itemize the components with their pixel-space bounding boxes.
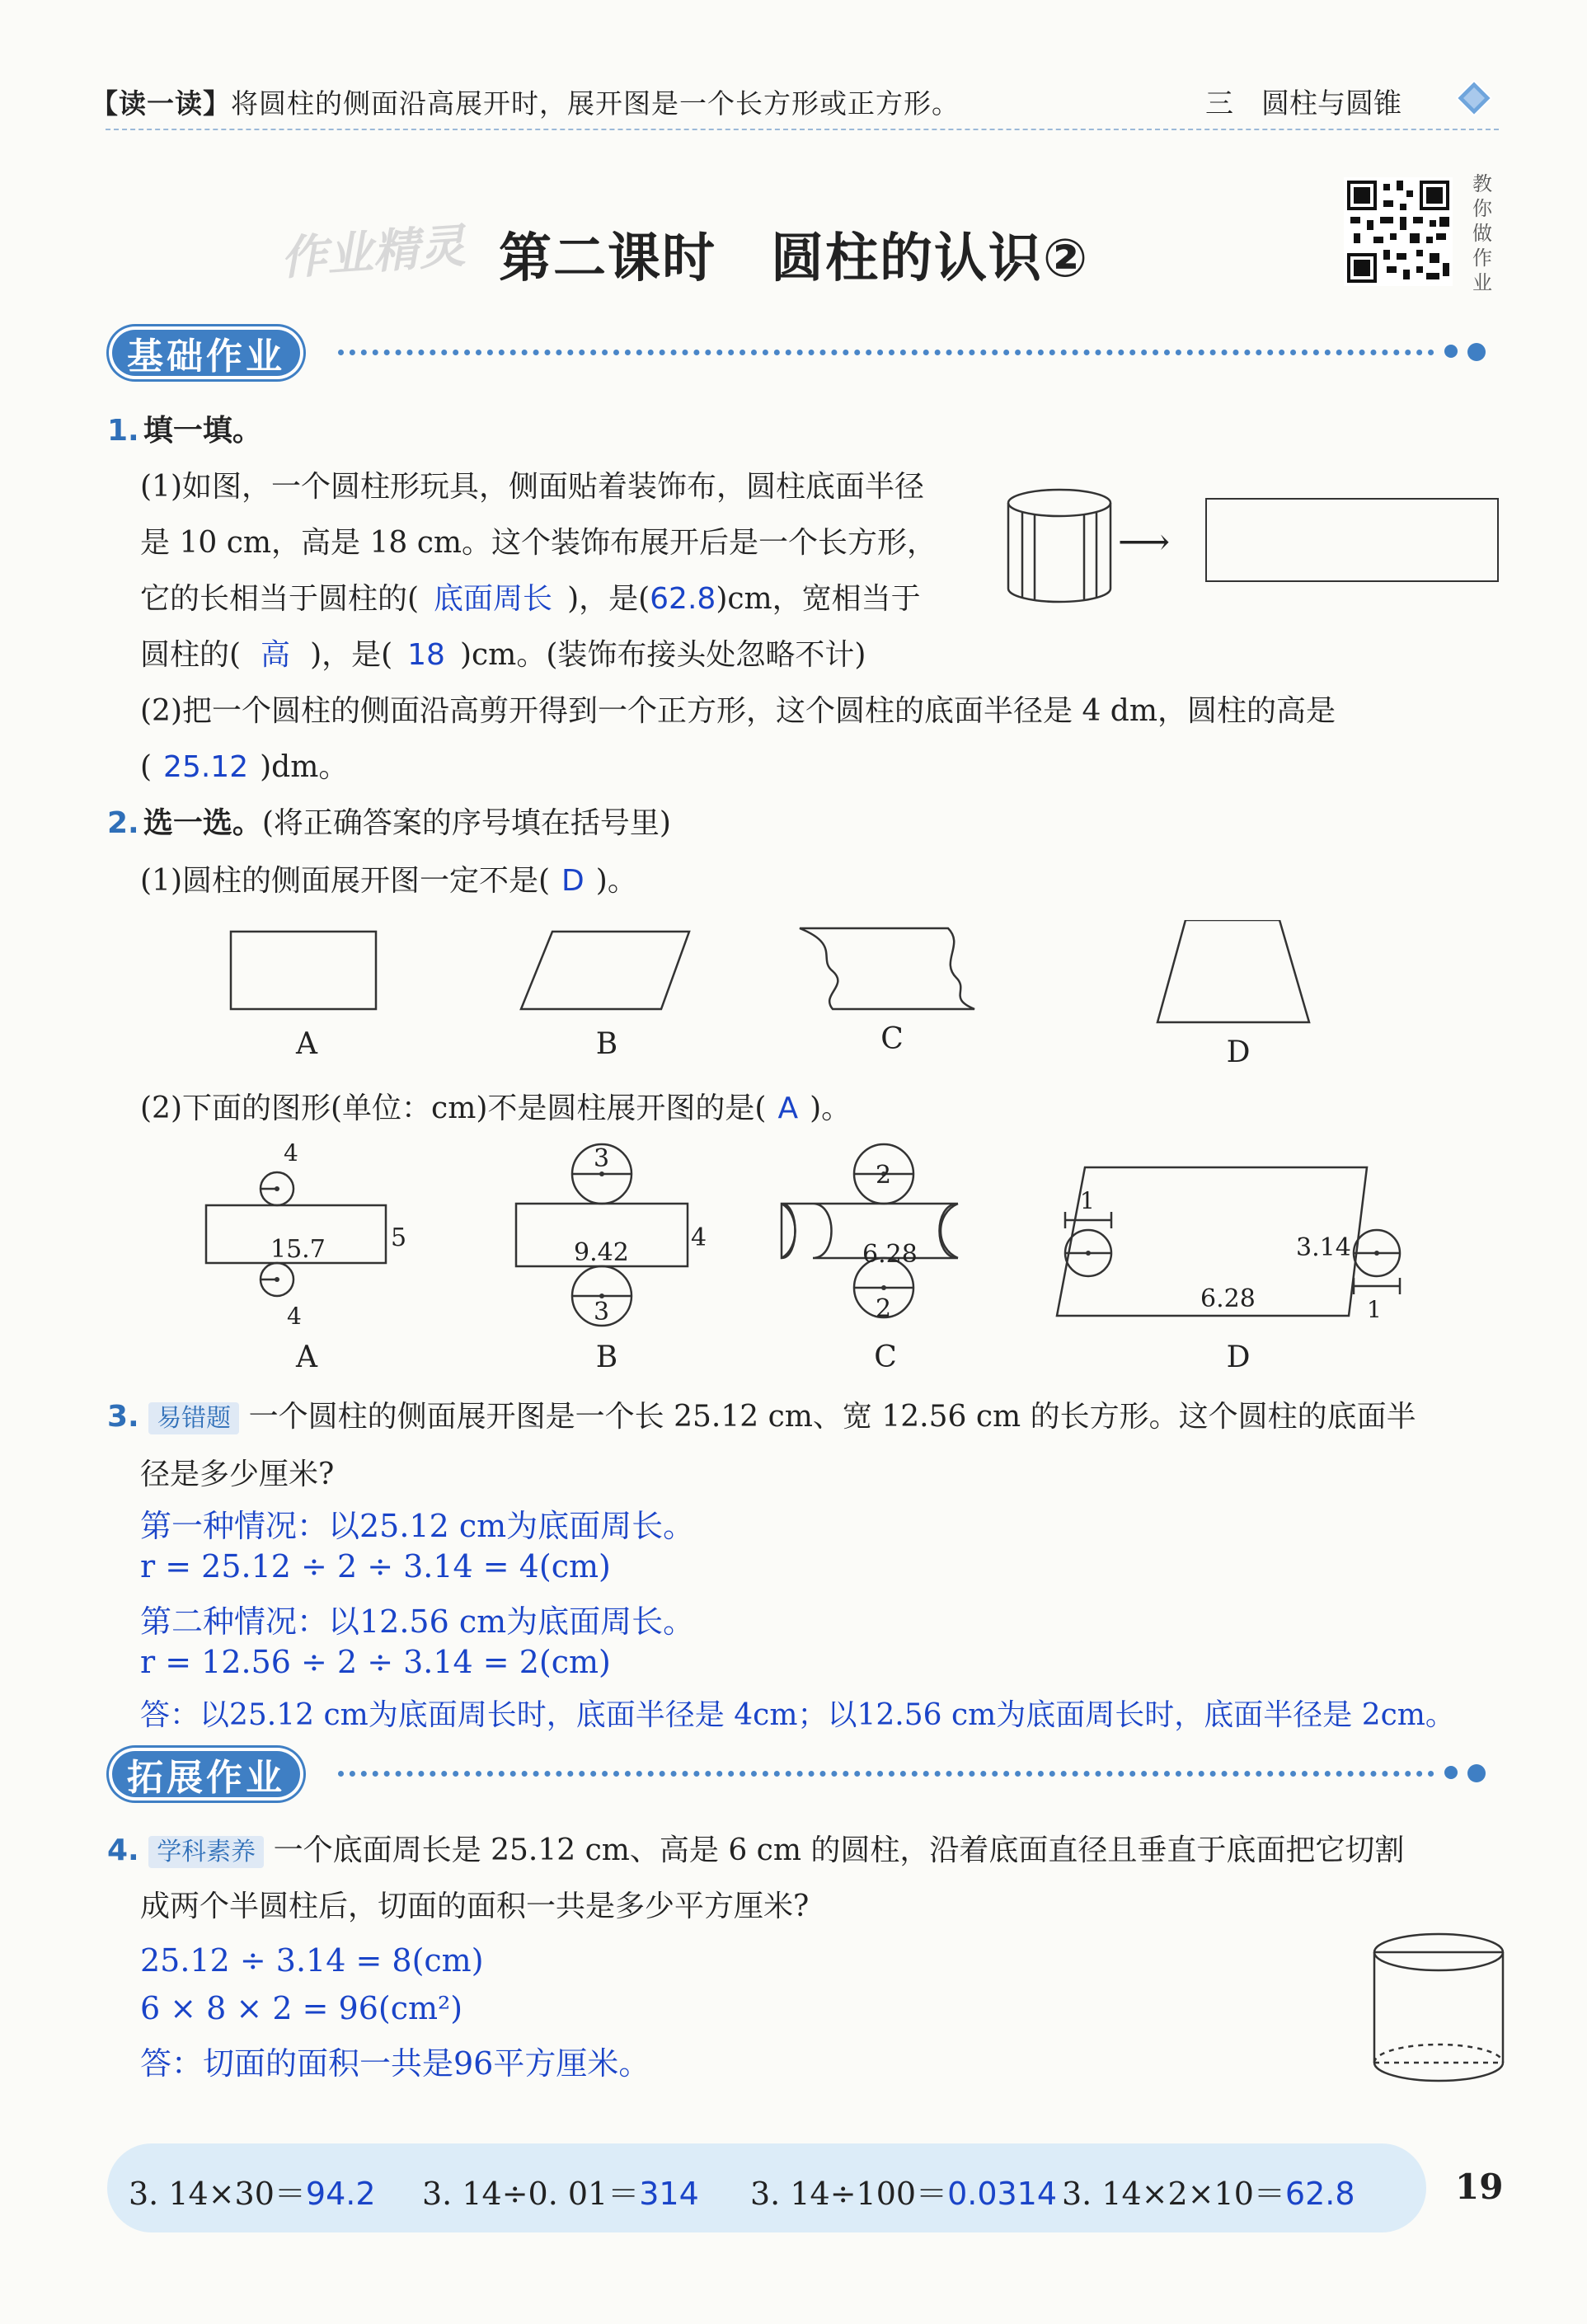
calc-answer[interactable]: 0.0314	[947, 2176, 1058, 2212]
q2-p1	[140, 857, 637, 899]
text: (1)圆柱的侧面展开图一定不是(	[140, 864, 551, 898]
text: )cm，宽相当于	[716, 582, 921, 616]
q1-p2-line2	[140, 744, 348, 786]
q4-answer-line: 答：切面的面积一共是96平方厘米。	[140, 2045, 650, 2082]
qr-caption-char: 你	[1472, 197, 1492, 220]
shape-rectangle	[231, 932, 376, 1009]
arrow-icon: ⟶	[1118, 521, 1171, 563]
net-b-side-label: 4	[691, 1223, 707, 1252]
net-a-mid-label: 15.7	[270, 1235, 326, 1264]
text: (	[140, 750, 153, 784]
text: )。	[595, 864, 637, 898]
qr-caption-char: 教	[1472, 172, 1492, 195]
q3-answer-line: r = 25.12 ÷ 2 ÷ 3.14 = 4(cm)	[140, 1548, 611, 1585]
watermark: 作业精灵	[279, 219, 467, 286]
option-label: B	[595, 1340, 618, 1374]
q2-p2	[140, 1085, 851, 1127]
net-b-top-label: 3	[594, 1144, 610, 1173]
question-number: 3.	[107, 1400, 139, 1434]
section-basic-badge: 基础作业	[109, 326, 303, 379]
q4-answer-line: 25.12 ÷ 3.14 = 8(cm)	[140, 1942, 484, 1979]
question-tag: 易错题	[148, 1402, 239, 1434]
section-divider	[338, 1771, 1434, 1777]
calc-item	[422, 2168, 699, 2214]
divider-dot	[1444, 1766, 1458, 1779]
qr-caption-char: 作	[1472, 246, 1492, 270]
page-title: 第二课时 圆柱的认识②	[499, 228, 1090, 289]
net-d-right-value: 3.14	[1296, 1233, 1351, 1262]
text: 一个底面周长是 25.12 cm、高是 6 cm 的圆柱，沿着底面直径且垂直于底面把它切割	[273, 1833, 1405, 1867]
option-label: D	[1226, 1340, 1251, 1374]
cylinder-toy-figure	[998, 485, 1121, 608]
q3-answer-line: 第一种情况：以25.12 cm为底面周长。	[140, 1508, 695, 1544]
net-c-top-label: 2	[876, 1161, 892, 1190]
q2-p1-shapes	[223, 920, 1336, 1027]
calc-expr: 3. 14÷100＝	[750, 2176, 948, 2212]
net-b-bottom-label: 3	[594, 1298, 610, 1326]
option-label: C	[874, 1340, 897, 1374]
net-a-bottom-label: 4	[287, 1303, 302, 1330]
answer-blank[interactable]: 62.8	[650, 582, 716, 616]
net-d-right-label: 1	[1367, 1296, 1382, 1323]
qr-caption	[1472, 171, 1493, 295]
answer-blank[interactable]: 高	[261, 638, 291, 672]
page-number: 19	[1455, 2167, 1504, 2207]
net-b-mid-label: 9.42	[574, 1238, 629, 1267]
text: 一个圆柱的侧面展开图是一个长 25.12 cm、宽 12.56 cm 的长方形。这个圆柱的底面半	[248, 1400, 1416, 1434]
q1-p1-line2: 是 10 cm，高是 18 cm。这个装饰布展开后是一个长方形，	[140, 526, 937, 560]
answer-blank[interactable]: 25.12	[163, 750, 249, 784]
question-2-heading	[107, 800, 671, 842]
question-4-line1	[107, 1827, 1404, 1869]
q1-p1-line1: (1)如图，一个圆柱形玩具，侧面贴着装饰布，圆柱底面半径	[140, 470, 924, 504]
option-label: C	[880, 1022, 904, 1056]
text: )cm。(装饰布接头处忽略不计)	[459, 638, 866, 672]
calc-item	[1062, 2168, 1355, 2214]
q1-p1-line4	[140, 631, 866, 674]
qr-code-icon[interactable]	[1344, 175, 1453, 289]
calc-item	[750, 2168, 1057, 2214]
text: )，是(	[567, 582, 650, 616]
section-extended-badge: 拓展作业	[109, 1748, 303, 1801]
option-label: A	[296, 1027, 317, 1061]
net-a-side-label: 5	[391, 1223, 407, 1252]
question-number: 1.	[107, 414, 139, 448]
q4-answer-line: 6 × 8 × 2 = 96(cm²)	[140, 1990, 463, 2026]
unfolded-rectangle-figure	[1205, 498, 1499, 582]
text: (2)下面的图形(单位：cm)不是圆柱展开图的是(	[140, 1092, 767, 1125]
calc-answer[interactable]: 62.8	[1284, 2176, 1355, 2212]
question-3-line1	[107, 1393, 1416, 1435]
cylinder-figure	[1369, 1929, 1509, 2086]
net-d-left-label: 1	[1080, 1187, 1095, 1214]
read-label: 【读一读】	[91, 87, 231, 120]
net-d-mid-label: 6.28	[1200, 1284, 1256, 1313]
question-title: 选一选。	[143, 806, 262, 840]
option-label: B	[595, 1027, 618, 1061]
answer-blank[interactable]: A	[777, 1092, 799, 1125]
qr-caption-char: 做	[1472, 222, 1492, 245]
question-note: (将正确答案的序号填在括号里)	[261, 806, 671, 840]
text: 它的长相当于圆柱的(	[140, 582, 420, 616]
divider-dot	[1444, 345, 1458, 358]
net-c-bottom-label: 2	[876, 1294, 892, 1323]
question-number: 4.	[107, 1833, 139, 1867]
question-title: 填一填。	[143, 414, 262, 448]
calc-expr: 3. 14×30＝	[129, 2176, 306, 2212]
q3-answer-line: 第二种情况：以12.56 cm为底面周长。	[140, 1603, 695, 1640]
calc-expr: 3. 14÷0. 01＝	[422, 2176, 640, 2212]
q1-p1-line3	[140, 575, 921, 617]
text: 圆柱的(	[140, 638, 242, 672]
shape-parallelogram	[521, 932, 689, 1009]
option-label: A	[296, 1340, 317, 1374]
text: )。	[810, 1092, 852, 1125]
text: )dm。	[260, 750, 349, 784]
header-tip	[91, 82, 960, 121]
answer-blank[interactable]: 18	[407, 638, 445, 672]
net-a-top-label: 4	[284, 1139, 298, 1167]
header-divider	[106, 129, 1499, 130]
question-1-heading	[107, 407, 262, 449]
diamond-icon	[1455, 79, 1493, 117]
divider-ball	[1467, 343, 1486, 361]
q3-answer-line: 答：以25.12 cm为底面周长时，底面半径是 4cm；以12.56 cm为底面周长时，底面半径是 2cm。	[140, 1698, 1455, 1732]
question-number: 2.	[107, 806, 139, 840]
calc-expr: 3. 14×2×10＝	[1062, 2176, 1285, 2212]
text: )，是(	[310, 638, 393, 672]
qr-caption-char: 业	[1472, 271, 1492, 294]
calc-item	[129, 2168, 376, 2214]
question-4-line2: 成两个半圆柱后，切面的面积一共是多少平方厘米?	[140, 1890, 810, 1923]
question-tag: 学科素养	[148, 1836, 264, 1868]
shape-wavy	[800, 928, 974, 1009]
q1-p2-line1: (2)把一个圆柱的侧面沿高剪开得到一个正方形，这个圆柱的底面半径是 4 dm，圆柱的高是	[140, 694, 1336, 728]
question-3-line2: 径是多少厘米?	[140, 1458, 335, 1491]
answer-blank[interactable]: D	[561, 864, 585, 898]
q3-answer-line: r = 12.56 ÷ 2 ÷ 3.14 = 2(cm)	[140, 1644, 611, 1680]
option-label: D	[1226, 1035, 1251, 1069]
answer-blank[interactable]: 底面周长	[434, 582, 553, 616]
chapter-title: 三 圆柱与圆锥	[1205, 87, 1402, 120]
calc-answer[interactable]: 94.2	[305, 2176, 376, 2212]
calc-answer[interactable]: 314	[639, 2176, 699, 2212]
shape-trapezoid	[1157, 920, 1309, 1022]
divider-ball	[1467, 1764, 1486, 1782]
net-c-mid-label: 6.28	[862, 1240, 918, 1269]
section-divider	[338, 350, 1434, 355]
read-text: 将圆柱的侧面沿高展开时，展开图是一个长方形或正方形。	[231, 87, 960, 120]
